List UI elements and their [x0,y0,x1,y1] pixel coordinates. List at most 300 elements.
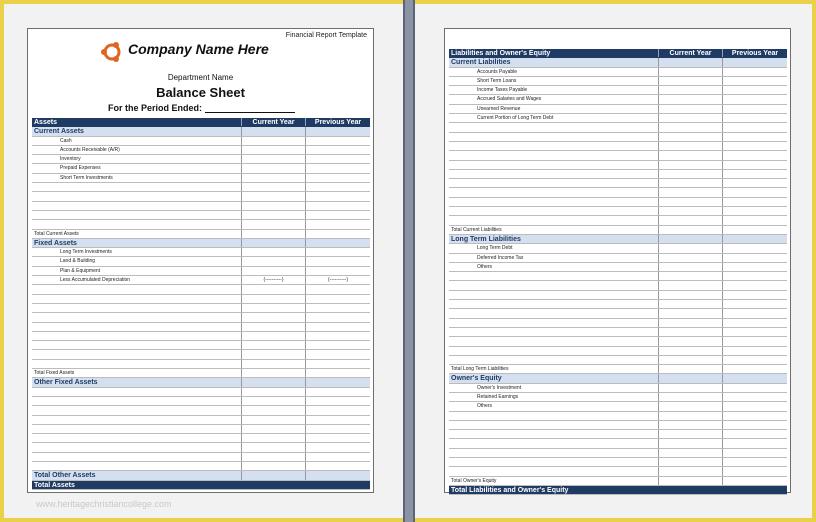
previous-year-cell[interactable] [723,486,787,494]
previous-year-cell[interactable] [306,192,370,200]
table-row [32,257,370,266]
row-label: Land & Building [32,257,242,265]
current-year-cell[interactable] [242,416,306,424]
grand-total-row [32,481,370,490]
row-label [449,123,659,131]
previous-year-cell[interactable] [306,369,370,377]
previous-year-cell[interactable] [306,183,370,191]
previous-year-cell[interactable] [306,155,370,163]
previous-year-cell[interactable] [723,216,787,224]
table-row [449,412,787,421]
row-label: Unearned Revenue [449,105,659,113]
previous-year-cell[interactable] [306,453,370,461]
current-year-cell[interactable] [659,477,723,485]
previous-year-cell[interactable] [723,319,787,327]
previous-year-cell[interactable] [723,235,787,243]
row-label: Deferred Income Tax [449,254,659,262]
current-year-cell[interactable] [659,95,723,103]
current-year-cell[interactable] [659,216,723,224]
page-right [444,28,791,493]
row-label [449,467,659,475]
table-row [32,360,370,369]
previous-year-cell[interactable] [306,146,370,154]
row-label: Short Term Investments [32,174,242,182]
previous-year-cell[interactable]: (----------) [328,277,348,284]
previous-year-cell[interactable] [723,170,787,178]
previous-year-cell[interactable] [306,267,370,275]
row-label [449,328,659,336]
previous-year-cell[interactable] [723,244,787,252]
current-year-cell[interactable] [659,68,723,76]
previous-year-cell[interactable] [723,365,787,373]
previous-year-cell[interactable] [723,421,787,429]
previous-year-cell[interactable] [306,388,370,396]
previous-year-cell[interactable] [306,230,370,238]
previous-year-cell[interactable] [723,412,787,420]
previous-year-cell[interactable] [306,434,370,442]
previous-year-cell[interactable] [723,467,787,475]
table-row [32,350,370,359]
table-row [449,188,787,197]
previous-year-cell[interactable] [306,443,370,451]
previous-year-cell[interactable] [306,378,370,386]
previous-year-cell[interactable] [306,406,370,414]
table-row [449,161,787,170]
table-row [449,198,787,207]
previous-year-cell[interactable] [306,350,370,358]
table-row [32,192,370,201]
row-label: Total Long Term Liabilities [449,365,659,373]
row-label [449,216,659,224]
current-year-cell[interactable] [242,183,306,191]
table-row [449,337,787,346]
current-year-cell[interactable] [659,449,723,457]
row-label [32,434,242,442]
row-label [32,406,242,414]
table-row [449,291,787,300]
previous-year-cell[interactable] [723,161,787,169]
total-row [32,230,370,239]
previous-year-cell[interactable] [306,248,370,256]
current-year-cell[interactable] [242,471,306,479]
current-year-cell[interactable] [659,58,723,66]
current-year-cell[interactable] [242,192,306,200]
row-label: Inventory [32,155,242,163]
table-row [32,443,370,452]
current-year-cell[interactable]: (----------) [242,276,306,284]
current-year-cell[interactable] [659,263,723,271]
current-year-cell[interactable] [659,486,723,494]
previous-year-cell[interactable] [723,179,787,187]
company-logo-icon [100,40,124,64]
current-year-cell[interactable] [242,220,306,228]
row-label [449,458,659,466]
table-row [32,453,370,462]
current-year-cell[interactable] [659,393,723,401]
previous-year-cell[interactable] [306,462,370,470]
row-label [32,416,242,424]
table-row [32,295,370,304]
current-year-cell[interactable] [242,443,306,451]
current-year-cell[interactable] [242,388,306,396]
table-row [449,430,787,439]
table-row [449,68,787,77]
table-row [449,467,787,476]
previous-year-cell[interactable] [723,68,787,76]
table-row [449,272,787,281]
current-year-cell[interactable] [242,378,306,386]
previous-year-cell[interactable] [723,458,787,466]
previous-year-cell[interactable] [306,471,370,479]
previous-year-cell[interactable] [723,123,787,131]
row-label: Total Assets [32,481,242,489]
row-label: Others [449,402,659,410]
row-label: Total Owner's Equity [449,477,659,485]
table-row [449,384,787,393]
current-year-cell[interactable] [659,430,723,438]
table-header [449,49,787,58]
current-year-cell[interactable] [242,202,306,210]
previous-year-cell[interactable] [306,164,370,172]
previous-year-cell[interactable] [723,226,787,234]
row-label [449,439,659,447]
table-row [32,434,370,443]
previous-year-cell[interactable] [306,202,370,210]
row-label [32,202,242,210]
row-label [32,323,242,331]
row-label: Long Term Investments [32,248,242,256]
section-row [32,378,370,387]
current-year-cell[interactable] [659,356,723,364]
current-year-cell[interactable] [659,412,723,420]
previous-year-cell[interactable] [723,188,787,196]
assets-table [32,118,370,490]
previous-year-cell[interactable] [306,285,370,293]
previous-year-cell[interactable] [723,281,787,289]
row-label [449,337,659,345]
section-row [449,235,787,244]
previous-year-cell[interactable] [306,295,370,303]
current-year-cell[interactable] [659,170,723,178]
current-year-cell[interactable] [659,198,723,206]
current-year-cell[interactable] [242,313,306,321]
previous-year-cell[interactable] [306,304,370,312]
section-row [449,374,787,383]
row-label [449,309,659,317]
table-row [449,86,787,95]
row-label: Total Fixed Assets [32,369,242,377]
current-year-cell[interactable] [242,257,306,265]
table-row [449,402,787,411]
row-label: Owner's Equity [449,374,659,382]
previous-year-cell[interactable] [306,397,370,405]
current-year-cell[interactable] [242,304,306,312]
current-year-cell[interactable] [242,267,306,275]
previous-year-cell[interactable] [723,449,787,457]
section-row [32,471,370,480]
current-year-cell[interactable] [242,248,306,256]
row-label [449,170,659,178]
previous-year-cell[interactable] [723,254,787,262]
previous-year-cell[interactable] [723,439,787,447]
row-label [449,356,659,364]
current-year-cell[interactable] [242,230,306,238]
row-label: Current Assets [32,127,242,135]
previous-year-cell[interactable] [306,416,370,424]
current-year-cell[interactable] [659,328,723,336]
current-year-cell[interactable] [659,244,723,252]
previous-year-cell[interactable] [723,393,787,401]
row-label [32,388,242,396]
previous-year-cell[interactable] [306,341,370,349]
previous-year-cell[interactable] [723,263,787,271]
table-row [32,164,370,173]
previous-year-cell[interactable] [723,142,787,150]
current-year-cell[interactable] [659,458,723,466]
row-label [449,347,659,355]
row-label [32,425,242,433]
previous-year-cell[interactable] [306,137,370,145]
table-row [32,425,370,434]
previous-year-cell[interactable] [723,198,787,206]
previous-year-cell[interactable] [306,425,370,433]
previous-year-cell[interactable] [723,95,787,103]
department-name[interactable]: Department Name [167,73,234,82]
previous-year-cell[interactable] [306,127,370,135]
previous-year-cell[interactable] [723,207,787,215]
current-year-cell[interactable] [659,467,723,475]
current-year-cell[interactable] [242,295,306,303]
current-year-cell[interactable] [659,421,723,429]
current-year-cell[interactable] [242,211,306,219]
row-label: Accounts Receivable (A/R) [32,146,242,154]
row-label [32,443,242,451]
current-year-cell[interactable] [242,481,306,489]
row-label [449,133,659,141]
row-label [32,313,242,321]
previous-year-cell[interactable] [723,105,787,113]
current-year-cell[interactable] [659,123,723,131]
table-row [449,300,787,309]
row-label: Liabilities and Owner's Equity [449,49,659,57]
previous-year-cell: Previous Year [731,50,779,57]
previous-year-cell[interactable] [723,430,787,438]
previous-year-cell[interactable] [723,356,787,364]
table-row [449,458,787,467]
current-year-cell[interactable] [659,179,723,187]
current-year-cell[interactable] [659,105,723,113]
previous-year-cell[interactable] [723,328,787,336]
table-row [449,133,787,142]
current-year-cell[interactable] [242,453,306,461]
current-year-cell[interactable] [242,155,306,163]
current-year-cell[interactable] [242,369,306,377]
current-year-cell[interactable] [242,146,306,154]
table-row [449,170,787,179]
previous-year-cell[interactable] [723,291,787,299]
period-input-line[interactable] [205,103,295,113]
table-row [32,332,370,341]
current-year-cell[interactable] [242,434,306,442]
current-year-cell[interactable] [242,406,306,414]
previous-year-cell[interactable] [723,347,787,355]
table-row [32,202,370,211]
row-label: Current Liabilities [449,58,659,66]
previous-year-cell[interactable] [723,272,787,280]
previous-year-cell[interactable] [306,313,370,321]
current-year-cell[interactable] [659,384,723,392]
previous-year-cell[interactable] [306,257,370,265]
table-row [449,77,787,86]
current-year-cell[interactable] [659,235,723,243]
previous-year-cell[interactable] [306,360,370,368]
table-row [32,304,370,313]
row-label: Assets [32,118,242,126]
row-label [32,304,242,312]
current-year-cell[interactable] [659,133,723,141]
previous-year-cell[interactable] [723,477,787,485]
current-year-cell[interactable] [242,239,306,247]
current-year-cell[interactable] [659,300,723,308]
current-year-cell[interactable] [242,127,306,135]
current-year-cell[interactable] [659,114,723,122]
table-row [449,95,787,104]
current-year-cell[interactable] [659,337,723,345]
current-year-cell[interactable] [659,161,723,169]
watermark: www.heritagechristiancollege.com [36,499,172,509]
table-row [32,406,370,415]
previous-year-cell[interactable] [723,114,787,122]
company-name[interactable]: Company Name Here [128,41,269,57]
row-label: Other Fixed Assets [32,378,242,386]
previous-year-cell[interactable] [723,58,787,66]
current-year-cell[interactable] [242,332,306,340]
previous-year-cell[interactable] [723,86,787,94]
previous-year-cell[interactable] [306,239,370,247]
row-label: Less Accumulated Depreciation [32,276,242,284]
current-year-cell[interactable] [242,350,306,358]
table-row [449,123,787,132]
current-year-cell[interactable] [659,254,723,262]
table-row [32,397,370,406]
table-row [32,267,370,276]
current-year-cell[interactable] [659,309,723,317]
previous-year-cell[interactable] [306,323,370,331]
previous-year-cell[interactable] [306,211,370,219]
table-row [32,323,370,332]
row-label [32,332,242,340]
current-year-cell[interactable] [242,397,306,405]
table-row [449,114,787,123]
current-year-cell[interactable] [242,285,306,293]
page-left [27,28,374,509]
previous-year-cell[interactable] [723,309,787,317]
table-row [32,416,370,425]
table-row [32,341,370,350]
row-label [449,412,659,420]
current-year-cell[interactable] [659,151,723,159]
current-year-cell[interactable] [242,137,306,145]
row-label: Accounts Payable [449,68,659,76]
table-row [449,281,787,290]
table-row [32,462,370,471]
current-year-cell[interactable] [659,272,723,280]
previous-year-cell[interactable] [723,337,787,345]
previous-year-cell[interactable] [723,151,787,159]
current-year-cell[interactable] [659,281,723,289]
total-row [449,477,787,486]
row-label [32,360,242,368]
current-year-cell[interactable] [242,360,306,368]
row-label [32,453,242,461]
row-label: Prepaid Expenses [32,164,242,172]
current-year-cell[interactable] [659,439,723,447]
current-year-cell[interactable] [659,226,723,234]
table-row [32,137,370,146]
total-row [449,365,787,374]
period-field[interactable] [108,103,295,113]
current-year-cell[interactable] [659,77,723,85]
row-label: Total Current Liabilities [449,226,659,234]
current-year-cell[interactable] [242,462,306,470]
table-row [32,211,370,220]
table-row [32,220,370,229]
previous-year-cell[interactable] [723,77,787,85]
current-year-cell[interactable] [242,425,306,433]
current-year-cell[interactable] [659,347,723,355]
table-row [449,244,787,253]
template-label: Financial Report Template [285,32,367,39]
row-label [449,161,659,169]
current-year-cell[interactable] [659,86,723,94]
table-row [449,328,787,337]
page-gutter [403,0,415,522]
previous-year-cell[interactable] [723,374,787,382]
current-year-cell[interactable] [659,402,723,410]
current-year-cell[interactable] [242,164,306,172]
previous-year-cell[interactable] [723,300,787,308]
previous-year-cell[interactable] [723,384,787,392]
previous-year-cell[interactable] [306,174,370,182]
current-year-cell[interactable] [659,142,723,150]
row-label [449,300,659,308]
current-year-cell[interactable] [659,188,723,196]
current-year-cell[interactable] [242,323,306,331]
table-row [449,393,787,402]
previous-year-cell[interactable] [306,481,370,489]
current-year-cell[interactable] [659,319,723,327]
current-year-cell[interactable] [659,365,723,373]
table-row [32,285,370,294]
row-label: Short Term Loans [449,77,659,85]
current-year-cell[interactable] [659,207,723,215]
previous-year-cell[interactable] [723,133,787,141]
row-label [32,285,242,293]
row-label [32,397,242,405]
row-label [32,350,242,358]
table-row [449,216,787,225]
current-year-cell[interactable] [659,291,723,299]
current-year-cell[interactable] [242,174,306,182]
current-year-cell[interactable] [659,374,723,382]
previous-year-cell[interactable] [723,402,787,410]
row-label: Retained Earnings [449,393,659,401]
previous-year-cell[interactable] [306,332,370,340]
previous-year-cell[interactable] [306,220,370,228]
current-year-cell[interactable] [242,341,306,349]
table-row [32,183,370,192]
row-label: Current Portion of Long Term Debt [449,114,659,122]
